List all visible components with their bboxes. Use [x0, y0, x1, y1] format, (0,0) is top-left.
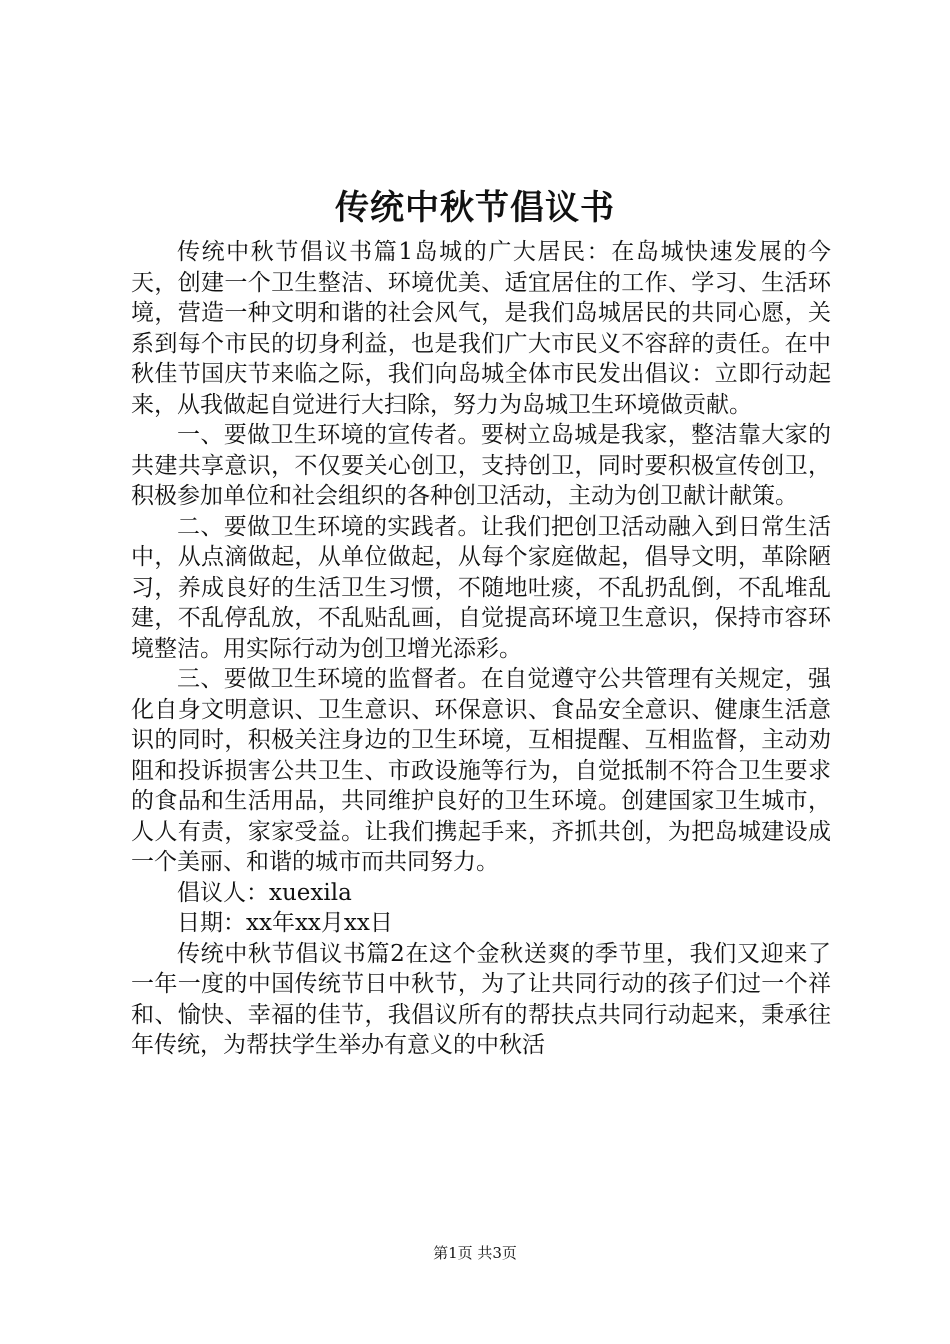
paragraph-date: 日期：xx年xx月xx日	[177, 910, 393, 936]
paragraph-point-three: 三、要做卫生环境的监督者。在自觉遵守公共管理有关规定，强化自身文明意识、卫生意识、环保意识、食品安全意识、健康生活意识的同时，积极关注身边的卫生环境，互相提醒、互相监督，主动劝阻和投诉损害公共卫生、市政设施等行为，自觉抵制不符合卫生要求的食品和生活用品，共同维护良好的卫生环境。创建国家卫生城市，人人有责，家家受益。让我们携起手来，齐抓共创，为把岛城建设成一个美丽、和谐的城市而共同努力。	[131, 666, 831, 875]
document-body	[131, 237, 831, 1061]
paragraph-intro: 传统中秋节倡议书篇1岛城的广大居民：在岛城快速发展的今天，创建一个卫生整洁、环境优美、适宜居住的工作、学习、生活环境，营造一种文明和谐的社会风气，是我们岛城居民的共同心愿，关系到每个市民的切身利益，也是我们广大市民义不容辞的责任。在中秋佳节国庆节来临之际，我们向岛城全体市民发出倡议：立即行动起来，从我做起自觉进行大扫除，努力为岛城卫生环境做贡献。	[131, 239, 831, 418]
paragraph-point-two: 二、要做卫生环境的实践者。让我们把创卫活动融入到日常生活中，从点滴做起，从单位做起，从每个家庭做起，倡导文明，革除陋习，养成良好的生活卫生习惯，不随地吐痰，不乱扔乱倒，不乱堆乱建，不乱停乱放，不乱贴乱画，自觉提高环境卫生意识，保持市容环境整洁。用实际行动为创卫增光添彩。	[131, 513, 831, 662]
paragraph-point-one: 一、要做卫生环境的宣传者。要树立岛城是我家，整洁靠大家的共建共享意识，不仅要关心创卫，支持创卫，同时要积极宣传创卫，积极参加单位和社会组织的各种创卫活动，主动为创卫献计献策。	[131, 422, 831, 509]
page-footer: 第1页 共3页	[433, 1244, 517, 1262]
document-title: 传统中秋节倡议书	[335, 188, 615, 228]
paragraph-second-article: 传统中秋节倡议书篇2在这个金秋送爽的季节里，我们又迎来了一年一度的中国传统节日中秋节，为了让共同行动的孩子们过一个祥和、愉快、幸福的佳节，我倡议所有的帮扶点共同行动起来，秉承往年传统，为帮扶学生举办有意义的中秋活	[131, 940, 831, 1058]
paragraph-initiator: 倡议人：xuexila	[177, 879, 352, 906]
